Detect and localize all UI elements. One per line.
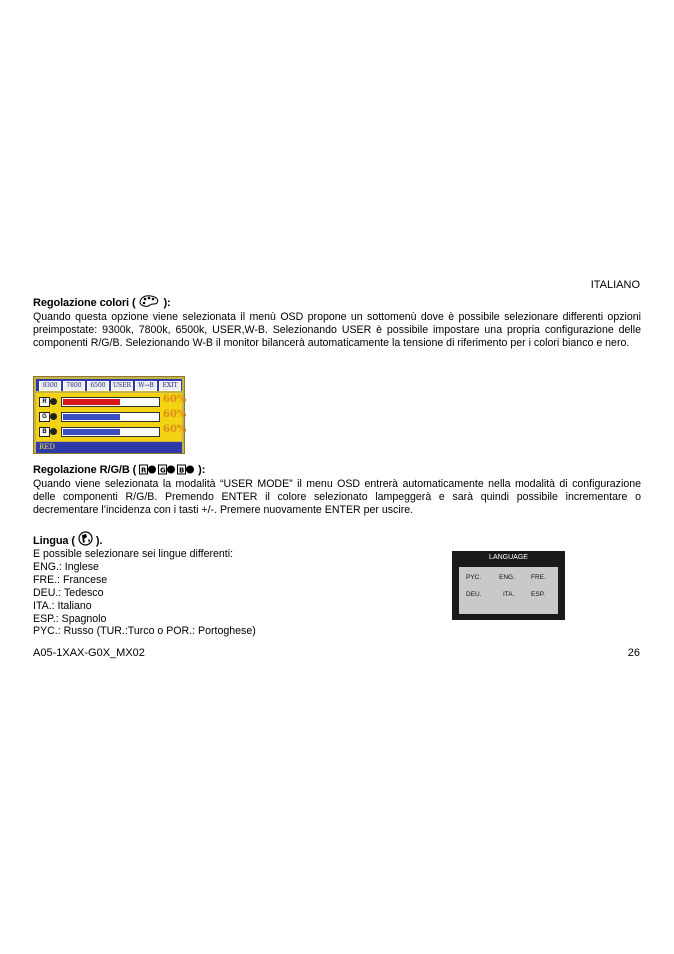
rgb-icon (139, 464, 195, 478)
colors-heading-prefix: Regolazione colori ( (33, 297, 136, 309)
osd-color-panel (33, 376, 185, 454)
language-heading-suffix: ). (95, 535, 103, 547)
green-dot-icon (50, 413, 57, 420)
language-item: ESP.: Spagnolo (33, 612, 107, 625)
osd-language-panel (452, 551, 565, 620)
language-heading-prefix: Lingua ( (33, 535, 75, 547)
green-slider (61, 412, 160, 422)
slider-row-green (39, 409, 187, 422)
rgb-icon-letter-b: B (179, 466, 185, 475)
language-option-eng: ENG. (499, 574, 515, 581)
document-code: A05-1XAX-G0X_MX02 (33, 647, 145, 659)
osd-language-title: LANGUAGE (489, 554, 528, 561)
language-item: FRE.: Francese (33, 573, 108, 586)
preset-9300-button: 9300 (39, 381, 61, 391)
blue-slider (61, 427, 160, 437)
slider-row-blue (39, 424, 187, 437)
language-heading (33, 531, 102, 549)
osd-preset-bar (36, 379, 182, 391)
blue-dot-icon (50, 428, 57, 435)
language-item: ITA.: Italiano (33, 599, 92, 612)
rgb-heading (33, 464, 205, 478)
red-dot-icon (50, 398, 57, 405)
green-value: 60% (163, 409, 187, 420)
colors-heading (33, 294, 171, 311)
language-option-fre: FRE. (531, 574, 546, 581)
page-language-label: ITALIANO (590, 279, 640, 291)
rgb-heading-suffix: ): (198, 464, 206, 476)
rgb-icon-letter-r: R (141, 466, 147, 475)
red-label: R (39, 397, 50, 407)
page-number: 26 (627, 647, 640, 659)
red-slider (61, 397, 160, 407)
preset-user-button: USER (112, 382, 132, 389)
colors-heading-suffix: ): (163, 297, 171, 309)
red-slider-fill (63, 399, 120, 405)
language-item: ENG.: Inglese (33, 560, 99, 573)
language-list (33, 548, 256, 638)
language-item: PYC.: Russo (TUR.:Turco o POR.: Portoghese) (33, 625, 256, 638)
osd-rgb-sliders (36, 393, 187, 441)
language-option-pyc: PYC. (466, 574, 482, 581)
osd-status-bar: RED (36, 442, 182, 453)
slider-row-red (39, 394, 187, 407)
rgb-heading-prefix: Regolazione R/G/B ( (33, 464, 137, 476)
green-label: G (39, 412, 50, 422)
preset-wb-button: W→B (135, 381, 157, 391)
language-option-ita: ITA. (503, 591, 515, 598)
palette-icon (138, 294, 160, 311)
preset-exit-button: EXIT (159, 381, 181, 391)
language-intro: E possible selezionare sei lingue differenti: (33, 548, 234, 560)
blue-value: 60% (163, 424, 187, 435)
language-item: DEU.: Tedesco (33, 586, 104, 599)
blue-slider-fill (63, 429, 120, 435)
preset-6500-button: 6500 (87, 381, 109, 391)
language-option-deu: DEU. (466, 591, 482, 598)
rgb-icon-letter-g: G (160, 466, 166, 475)
blue-label: B (39, 427, 50, 437)
osd-language-options (459, 567, 558, 614)
green-slider-fill (63, 414, 120, 420)
globe-icon (78, 531, 93, 549)
preset-7800-button: 7800 (63, 381, 85, 391)
red-value: 60% (163, 394, 187, 405)
rgb-description: Quando viene selezionata la modalità “USER MODE” il menu OSD entrerà automaticamente nella modalità di configurazione delle componenti R/G/B. Premendo ENTER il colore selezionato lampeggerà e sarà quindi possibile incrementare o decrementare l’incidenza con i tasti +/-. Premere nuovamente ENTER per uscire. (33, 478, 641, 516)
colors-description: Quando questa opzione viene selezionata il menù OSD propone un sottomenù dove è possibile selezionare differenti opzioni preimpostate: 9300k, 7800k, 6500k, USER,W-B. Selezionando USER è possibile impostare una propria configurazione delle componenti R/G/B. Selezionando W-B il monitor bilancerà automaticamente la tensione di riferimento per i colori bianco e nero. (33, 311, 641, 349)
language-option-esp: ESP. (531, 591, 545, 598)
